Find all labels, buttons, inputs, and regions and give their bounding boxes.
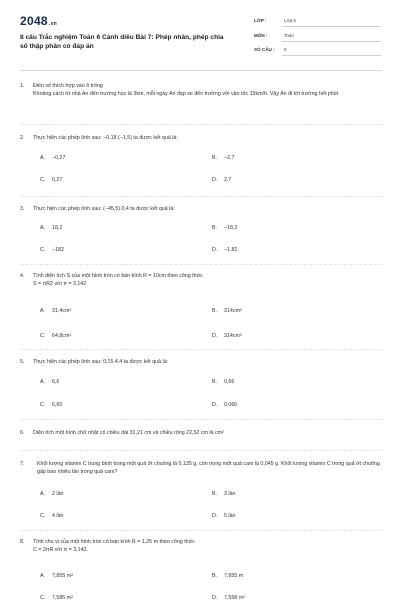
option-superscript: 2 (71, 573, 74, 577)
option-superscript: 2 (71, 595, 74, 599)
option-superscript: 2 (239, 308, 243, 312)
option-d[interactable] (212, 512, 236, 520)
option-c[interactable] (40, 332, 72, 340)
option-label: B. (212, 225, 218, 231)
question-text: Diện tích một hình chữ nhật có chiều dài 31,21 cm và chiều rộng 22,52 cm là $cm^2$ (33, 430, 225, 436)
question-text: Thực hiện các phép tính sau: 0,15.4,4 ta được kết quả là: (33, 359, 169, 365)
question-separator (20, 530, 382, 531)
option-label: C. (40, 333, 46, 339)
option-value: 64,8cm (52, 333, 70, 339)
meta-class (254, 18, 381, 30)
option-c[interactable] (40, 594, 73, 600)
meta-underline (282, 26, 381, 27)
unit-superscript: 2 (222, 430, 225, 434)
option-a[interactable] (40, 154, 65, 162)
option-value: −0,27 (52, 155, 66, 161)
meta-underline (282, 41, 381, 42)
question-separator (20, 349, 382, 350)
option-a[interactable] (40, 572, 73, 580)
question-formula: C = 2πR với π = 3,142. (33, 547, 88, 553)
option-value: −18,2 (224, 225, 238, 231)
option-label: D. (212, 333, 218, 339)
question-formula: S = πR2 với π = 3,142 (33, 281, 87, 287)
option-value: 6,60 (52, 402, 63, 408)
option-value: 2 lần (52, 491, 64, 497)
question-text: Tính diện tích S của một hình tròn có bán kính R = 10cm theo công thức S = πR2 với π = 3,142 (33, 272, 380, 288)
option-value: 5 lần (224, 513, 236, 519)
meta-subject-label: MÔN : (254, 33, 268, 38)
option-value: −1,82 (224, 247, 238, 253)
option-label: C. (40, 595, 46, 600)
option-label: D. (212, 595, 218, 600)
option-value: 314cm (224, 308, 240, 314)
option-c[interactable] (40, 512, 64, 520)
option-c[interactable] (40, 176, 62, 184)
meta-subject (254, 33, 381, 45)
option-value: 7,855 m (52, 573, 72, 579)
question-text: Thực hiện các phép tính sau: −0,18.(−1,5) ta được kết quả là: (33, 135, 178, 141)
option-b[interactable] (212, 490, 236, 498)
question-number: 8. (20, 539, 25, 545)
option-b[interactable] (212, 224, 237, 232)
site-logo[interactable]: 2048.vn (20, 14, 58, 28)
question-separator (20, 196, 382, 197)
option-a[interactable] (40, 490, 64, 498)
option-label: D. (212, 513, 218, 519)
option-label: C. (40, 247, 46, 253)
question-separator (20, 419, 382, 420)
option-d[interactable] (212, 594, 245, 600)
question-text: Thực hiện các phép tính sau: (−45,5).0,4 ta được kết quả là: (33, 206, 175, 212)
option-value: 7,585 m (52, 595, 72, 600)
option-label: A. (40, 379, 46, 385)
option-superscript: 2 (243, 595, 246, 599)
question-number: 1. (20, 83, 25, 89)
option-label: B. (212, 155, 218, 161)
question-text-detail: Khoảng cách từ nhà An đến trường học là 3km, mỗi ngày An đạp xe đến trường với vận tốc 15km/h. Vậy An đi tới trường hết phút (33, 91, 339, 97)
option-label: D. (212, 402, 218, 408)
option-value: 0,27 (52, 177, 63, 183)
option-label: A. (40, 308, 46, 314)
option-label: B. (212, 491, 218, 497)
option-value: 18,2 (52, 225, 63, 231)
option-a[interactable] (40, 224, 62, 232)
option-label: B. (212, 308, 218, 314)
option-value: 0,66 (224, 379, 235, 385)
option-value: 3 lần (224, 491, 236, 497)
document-title: 8 câu Trắc nghiệm Toán 6 Cánh diều Bài 7: Phép nhân, phép chia số thập phân có đáp án (20, 34, 224, 51)
option-b[interactable] (212, 307, 242, 315)
question-number: 4. (20, 273, 25, 279)
option-label: C. (40, 177, 46, 183)
option-value: 7,558 m (224, 595, 244, 600)
question-number: 3. (20, 206, 25, 212)
option-d[interactable] (212, 332, 242, 340)
option-a[interactable] (40, 378, 59, 386)
option-superscript: 2 (239, 333, 243, 337)
option-value: 2,7 (224, 177, 232, 183)
option-label: A. (40, 573, 46, 579)
option-b[interactable] (212, 154, 234, 162)
option-label: B. (212, 573, 218, 579)
option-d[interactable] (212, 176, 231, 184)
question-text: Điền số thích hợp vào ô trống Khoảng cách từ nhà An đến trường học là 3km, mỗi ngày An đạp xe đến trường với vận tốc 15km/h. Vậy An đi tới trường hết phút (33, 82, 380, 98)
option-c[interactable] (40, 246, 64, 254)
option-superscript: 2 (69, 333, 72, 337)
question-separator (20, 264, 382, 265)
option-value: 31,4cm (52, 308, 70, 314)
meta-count-label: SỐ CÂU : (254, 47, 275, 52)
question-separator (20, 124, 382, 125)
option-c[interactable] (40, 401, 62, 409)
meta-underline (282, 55, 381, 56)
question-number: 2. (20, 135, 25, 141)
option-label: A. (40, 491, 46, 497)
option-b[interactable] (212, 378, 234, 386)
question-number: 5. (20, 359, 25, 365)
option-label: D. (212, 247, 218, 253)
option-label: A. (40, 155, 46, 161)
option-label: C. (40, 402, 46, 408)
option-value: 0,066 (224, 402, 238, 408)
option-value: −182 (52, 247, 64, 253)
meta-count-value: 8 (284, 47, 287, 52)
question-number: 7. (20, 461, 25, 467)
meta-subject-value: Toán (284, 33, 294, 38)
question-text: Khối lượng vitamin C trung bình trong một quả ớt chuông là 0,135 g, còn trong một quả cam là 0,045 g. Khối lượng vitamin C trong quả ớt chuông gấp bao nhiêu lần trong quả cam? (37, 461, 380, 475)
meta-class-label: LỚP : (254, 18, 267, 23)
option-d[interactable] (212, 246, 237, 254)
option-label: C. (40, 513, 46, 519)
option-superscript: 2 (69, 308, 72, 312)
option-value: 4 lần (52, 513, 64, 519)
question-number: 6. (20, 430, 25, 436)
option-a[interactable] (40, 307, 72, 315)
option-label: B. (212, 379, 218, 385)
document-header (0, 0, 400, 62)
question-text: Tính chu vi của một hình tròn có bán kính R = 1,25 m theo công thức C = 2πR với π = 3,142. (33, 538, 380, 554)
option-value: 6,6 (52, 379, 60, 385)
option-b[interactable] (212, 572, 243, 580)
option-label: D. (212, 177, 218, 183)
option-label: A. (40, 225, 46, 231)
meta-count (254, 47, 381, 59)
option-value: −2,7 (224, 155, 235, 161)
option-value: 314cm (224, 333, 240, 339)
meta-class-value: Lớp 6 (284, 18, 296, 23)
option-value: 7,855 m (224, 573, 244, 579)
question-separator (20, 450, 382, 451)
option-d[interactable] (212, 401, 237, 409)
header-divider (20, 70, 382, 71)
